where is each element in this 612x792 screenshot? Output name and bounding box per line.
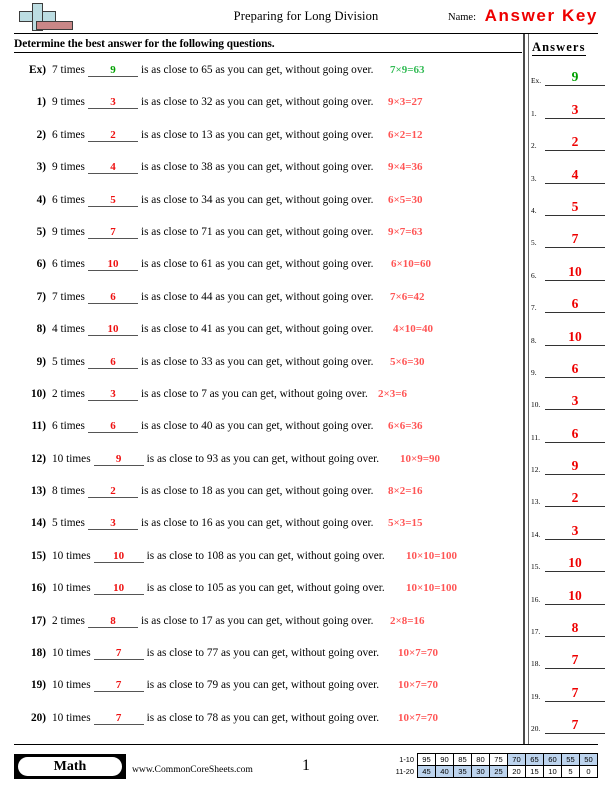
answer-row <box>531 227 607 259</box>
question-row <box>0 705 523 737</box>
answer-row <box>531 454 607 486</box>
answer-work: 5×3=15 <box>388 517 423 530</box>
question-suffix: is as close to 77 as you can get, without going over. <box>146 647 380 660</box>
question-row <box>0 575 523 607</box>
footer-divider <box>14 744 598 745</box>
question-suffix: is as close to 40 as you can get, without going over. <box>140 420 374 433</box>
question-suffix: is as close to 13 as you can get, without going over. <box>140 128 374 141</box>
scale-cell: 15 <box>526 766 544 778</box>
question-number: 14) <box>30 517 46 530</box>
site-url[interactable]: www.CommonCoreSheets.com <box>132 764 253 775</box>
question-suffix: is as close to 38 as you can get, without going over. <box>140 161 374 174</box>
question-suffix: is as close to 7 as you can get, without going over. <box>140 387 368 400</box>
answer-value[interactable]: 7 <box>545 684 605 702</box>
question-prefix: 5 times <box>52 355 85 368</box>
answer-value[interactable]: 10 <box>545 587 605 605</box>
answer-blank[interactable]: 9 <box>94 453 144 466</box>
scale-cell: 20 <box>508 766 526 778</box>
answer-blank[interactable]: 6 <box>88 420 138 433</box>
instruction-divider <box>14 52 522 53</box>
scale-row <box>392 766 598 778</box>
answer-blank[interactable]: 10 <box>94 550 144 563</box>
answer-value[interactable]: 9 <box>545 457 605 475</box>
answer-row <box>531 680 607 712</box>
question-text <box>52 517 373 530</box>
answer-index: 8. <box>531 335 537 345</box>
question-text <box>52 161 373 174</box>
scale-cell: 45 <box>418 766 436 778</box>
sidebar-divider-thick <box>523 34 525 744</box>
question-prefix: 7 times <box>52 64 85 76</box>
question-number: 7) <box>36 290 46 303</box>
answer-work: 9×7=63 <box>388 225 423 238</box>
answer-work: 10×7=70 <box>398 711 439 724</box>
answer-index: 18. <box>531 659 541 669</box>
question-text <box>52 453 379 466</box>
question-row <box>0 187 523 219</box>
answer-blank[interactable]: 8 <box>88 615 138 628</box>
answer-blank[interactable]: 7 <box>94 679 144 692</box>
scale-cell: 5 <box>562 766 580 778</box>
scale-cell: 65 <box>526 754 544 766</box>
answer-work: 2×8=16 <box>390 614 425 627</box>
question-row <box>0 122 523 154</box>
answer-blank[interactable]: 2 <box>88 485 138 498</box>
question-number: 12) <box>30 452 46 465</box>
answer-row <box>531 97 607 129</box>
answer-index: 1. <box>531 108 537 118</box>
answer-index: 12. <box>531 465 541 475</box>
scale-cell: 40 <box>436 766 454 778</box>
answer-work: 6×2=12 <box>388 128 423 141</box>
question-number: 5) <box>36 225 46 238</box>
question-text <box>52 226 373 239</box>
scale-cell: 80 <box>472 754 490 766</box>
question-row <box>0 381 523 413</box>
question-prefix: 4 times <box>52 323 85 336</box>
question-prefix: 2 times <box>52 387 85 400</box>
question-prefix: 6 times <box>52 193 85 206</box>
answer-value[interactable]: 2 <box>545 489 605 507</box>
answer-value[interactable]: 7 <box>545 230 605 248</box>
page-header <box>0 0 612 34</box>
question-suffix: is as close to 33 as you can get, without going over. <box>140 355 374 368</box>
question-number: 17) <box>30 614 46 627</box>
answer-index: 3. <box>531 173 537 183</box>
answer-work: 6×5=30 <box>388 193 423 206</box>
answer-work: 2×3=6 <box>378 387 408 400</box>
question-prefix: 9 times <box>52 225 85 238</box>
question-suffix: is as close to 18 as you can get, without going over. <box>140 485 374 498</box>
question-prefix: 7 times <box>52 290 85 303</box>
question-suffix: is as close to 44 as you can get, without going over. <box>140 290 374 303</box>
question-row <box>0 543 523 575</box>
answer-index: Ex. <box>531 76 542 86</box>
answer-value[interactable]: 3 <box>545 522 605 540</box>
question-row <box>0 284 523 316</box>
answer-row <box>531 713 607 745</box>
scale-cell: 85 <box>454 754 472 766</box>
question-number: 18) <box>30 647 46 660</box>
answers-heading: Answers <box>532 40 586 54</box>
question-text <box>52 64 373 77</box>
question-text <box>52 420 373 433</box>
answer-value[interactable]: 10 <box>545 554 605 572</box>
question-row <box>0 640 523 672</box>
question-row <box>0 316 523 348</box>
answer-row <box>531 162 607 194</box>
instruction-text: Determine the best answer for the following questions. <box>14 38 275 50</box>
question-row <box>0 608 523 640</box>
scale-row-label: 1-10 <box>399 755 414 764</box>
answer-row <box>531 648 607 680</box>
answer-work: 10×10=100 <box>406 549 458 562</box>
answer-value[interactable]: 4 <box>545 166 605 184</box>
question-row <box>0 251 523 283</box>
question-row <box>0 154 523 186</box>
answer-work: 4×10=40 <box>393 323 434 336</box>
question-text <box>52 550 385 563</box>
question-suffix: is as close to 105 as you can get, without going over. <box>146 582 385 595</box>
answer-row <box>531 421 607 453</box>
question-row <box>0 672 523 704</box>
scale-cell: 0 <box>580 766 598 778</box>
question-number: 10) <box>30 387 46 400</box>
question-prefix: 8 times <box>52 485 85 498</box>
answer-value[interactable]: 6 <box>545 295 605 313</box>
question-text <box>52 194 373 207</box>
answer-index: 19. <box>531 691 541 701</box>
answer-index: 16. <box>531 594 541 604</box>
scale-cell: 55 <box>562 754 580 766</box>
question-text <box>52 96 373 109</box>
scale-cell: 10 <box>544 766 562 778</box>
answer-blank[interactable]: 4 <box>88 161 138 174</box>
answer-row <box>531 324 607 356</box>
subject-label: Math <box>18 757 122 776</box>
answer-value[interactable]: 9 <box>545 68 605 86</box>
question-suffix: is as close to 61 as you can get, without going over. <box>140 258 374 271</box>
question-prefix: 9 times <box>52 161 85 174</box>
question-prefix: 6 times <box>52 420 85 433</box>
question-suffix: is as close to 65 as you can get, without going over. <box>140 64 374 76</box>
answer-work: 9×4=36 <box>388 161 423 174</box>
question-text <box>52 679 379 692</box>
question-number: 15) <box>30 549 46 562</box>
answer-work: 6×6=36 <box>388 420 423 433</box>
scale-cell: 70 <box>508 754 526 766</box>
question-suffix: is as close to 78 as you can get, without going over. <box>146 711 380 724</box>
answers-sidebar <box>531 38 607 745</box>
answer-blank[interactable]: 3 <box>88 517 138 530</box>
question-number: 4) <box>36 193 46 206</box>
question-text <box>52 291 373 304</box>
answer-index: 4. <box>531 205 537 215</box>
question-text <box>52 647 379 660</box>
scale-cell: 35 <box>454 766 472 778</box>
question-number: 9) <box>36 355 46 368</box>
answer-work: 10×7=70 <box>398 647 439 660</box>
answer-row <box>531 292 607 324</box>
question-number: 8) <box>36 323 46 336</box>
answer-value[interactable]: 6 <box>545 425 605 443</box>
question-text <box>52 582 385 595</box>
question-number: 19) <box>30 679 46 692</box>
answer-work: 9×3=27 <box>388 96 423 109</box>
scale-cell: 50 <box>580 754 598 766</box>
question-prefix: 10 times <box>52 582 91 595</box>
answer-work: 10×10=100 <box>406 582 458 595</box>
question-prefix: 10 times <box>52 647 91 660</box>
question-text <box>52 129 373 142</box>
scale-cell: 25 <box>490 766 508 778</box>
question-text <box>52 485 373 498</box>
answer-value[interactable]: 10 <box>545 263 605 281</box>
answer-row <box>531 583 607 615</box>
answer-row <box>531 518 607 550</box>
answer-index: 17. <box>531 627 541 637</box>
answer-blank[interactable]: 10 <box>94 582 144 595</box>
scale-row <box>392 754 598 766</box>
answer-row <box>531 65 607 97</box>
answers-list <box>531 65 607 745</box>
answer-work: 7×9=63 <box>390 64 425 76</box>
question-number: 13) <box>30 485 46 498</box>
answer-value[interactable]: 8 <box>545 619 605 637</box>
question-number: Ex) <box>29 64 46 76</box>
answer-value[interactable]: 7 <box>545 716 605 734</box>
sidebar-divider-thin <box>528 34 529 744</box>
answer-blank[interactable]: 6 <box>88 291 138 304</box>
scale-cell: 90 <box>436 754 454 766</box>
answer-value[interactable]: 2 <box>545 133 605 151</box>
answer-index: 20. <box>531 724 541 734</box>
question-row <box>0 219 523 251</box>
question-suffix: is as close to 16 as you can get, without going over. <box>140 517 374 530</box>
scale-cell: 75 <box>490 754 508 766</box>
question-suffix: is as close to 34 as you can get, without going over. <box>140 193 374 206</box>
answer-index: 15. <box>531 562 541 572</box>
answer-blank[interactable]: 2 <box>88 129 138 142</box>
page-number: 1 <box>302 757 310 774</box>
answer-row <box>531 130 607 162</box>
question-number: 6) <box>36 258 46 271</box>
answer-blank[interactable]: 3 <box>88 388 138 401</box>
question-suffix: is as close to 93 as you can get, without going over. <box>146 452 380 465</box>
answer-work: 10×7=70 <box>398 679 439 692</box>
answer-row <box>531 551 607 583</box>
question-prefix: 6 times <box>52 258 85 271</box>
question-row <box>0 349 523 381</box>
answer-blank[interactable]: 10 <box>88 258 138 271</box>
answer-blank[interactable]: 5 <box>88 194 138 207</box>
answer-blank[interactable]: 7 <box>94 712 144 725</box>
scale-row-label: 11-20 <box>395 767 414 776</box>
answer-blank[interactable]: 7 <box>88 226 138 239</box>
scale-cell: 30 <box>472 766 490 778</box>
answer-row <box>531 389 607 421</box>
question-suffix: is as close to 41 as you can get, without going over. <box>140 323 374 336</box>
question-number: 2) <box>36 128 46 141</box>
answer-index: 14. <box>531 529 541 539</box>
question-prefix: 2 times <box>52 614 85 627</box>
answer-row <box>531 486 607 518</box>
question-text <box>52 712 379 725</box>
answer-index: 6. <box>531 270 537 280</box>
question-prefix: 9 times <box>52 96 85 109</box>
answer-work: 6×10=60 <box>391 258 432 271</box>
question-number: 11) <box>31 420 46 433</box>
question-row <box>0 510 523 542</box>
answer-index: 11. <box>531 432 540 442</box>
answer-value[interactable]: 5 <box>545 198 605 216</box>
question-prefix: 10 times <box>52 549 91 562</box>
answer-index: 2. <box>531 141 537 151</box>
question-number: 20) <box>30 711 46 724</box>
answer-index: 5. <box>531 238 537 248</box>
question-suffix: is as close to 17 as you can get, without going over. <box>140 614 374 627</box>
question-prefix: 5 times <box>52 517 85 530</box>
answer-work: 5×6=30 <box>390 355 425 368</box>
answer-blank[interactable]: 3 <box>88 96 138 109</box>
answer-blank[interactable]: 7 <box>94 647 144 660</box>
question-suffix: is as close to 71 as you can get, without going over. <box>140 225 374 238</box>
answer-value[interactable]: 3 <box>545 101 605 119</box>
answer-value[interactable]: 3 <box>545 392 605 410</box>
answer-index: 10. <box>531 400 541 410</box>
answer-key-badge: Answer Key <box>484 6 598 25</box>
question-text <box>52 615 373 628</box>
question-prefix: 10 times <box>52 679 91 692</box>
scale-cell: 60 <box>544 754 562 766</box>
question-text <box>52 356 373 369</box>
question-text <box>52 388 368 401</box>
answer-index: 13. <box>531 497 541 507</box>
question-prefix: 10 times <box>52 711 91 724</box>
question-row <box>0 89 523 121</box>
answer-index: 9. <box>531 367 537 377</box>
question-suffix: is as close to 32 as you can get, without going over. <box>140 96 374 109</box>
worksheet-title: Preparing for Long Division <box>233 9 379 23</box>
question-row <box>0 478 523 510</box>
answer-work: 8×2=16 <box>388 485 423 498</box>
header-divider <box>14 33 598 34</box>
question-row <box>0 57 523 89</box>
question-row <box>0 446 523 478</box>
questions-list <box>0 57 523 737</box>
name-label: Name: <box>448 12 476 23</box>
answer-blank[interactable]: 10 <box>88 323 138 336</box>
question-text <box>52 323 373 336</box>
grading-scale <box>392 753 598 778</box>
answer-blank[interactable]: 6 <box>88 356 138 369</box>
question-suffix: is as close to 108 as you can get, without going over. <box>146 549 385 562</box>
answer-row <box>531 616 607 648</box>
question-number: 16) <box>30 582 46 595</box>
answer-row <box>531 195 607 227</box>
question-number: 3) <box>36 161 46 174</box>
answer-row <box>531 259 607 291</box>
answer-blank[interactable]: 9 <box>88 64 138 77</box>
question-number: 1) <box>36 96 46 109</box>
answer-row <box>531 357 607 389</box>
question-prefix: 10 times <box>52 452 91 465</box>
answer-value[interactable]: 7 <box>545 651 605 669</box>
answer-value[interactable]: 10 <box>545 328 605 346</box>
scale-cell: 95 <box>418 754 436 766</box>
answer-index: 7. <box>531 303 537 313</box>
question-suffix: is as close to 79 as you can get, without going over. <box>146 679 380 692</box>
question-text <box>52 258 373 271</box>
question-prefix: 6 times <box>52 128 85 141</box>
answer-work: 10×9=90 <box>400 452 441 465</box>
answer-value[interactable]: 6 <box>545 360 605 378</box>
answer-work: 7×6=42 <box>390 290 425 303</box>
question-row <box>0 413 523 445</box>
